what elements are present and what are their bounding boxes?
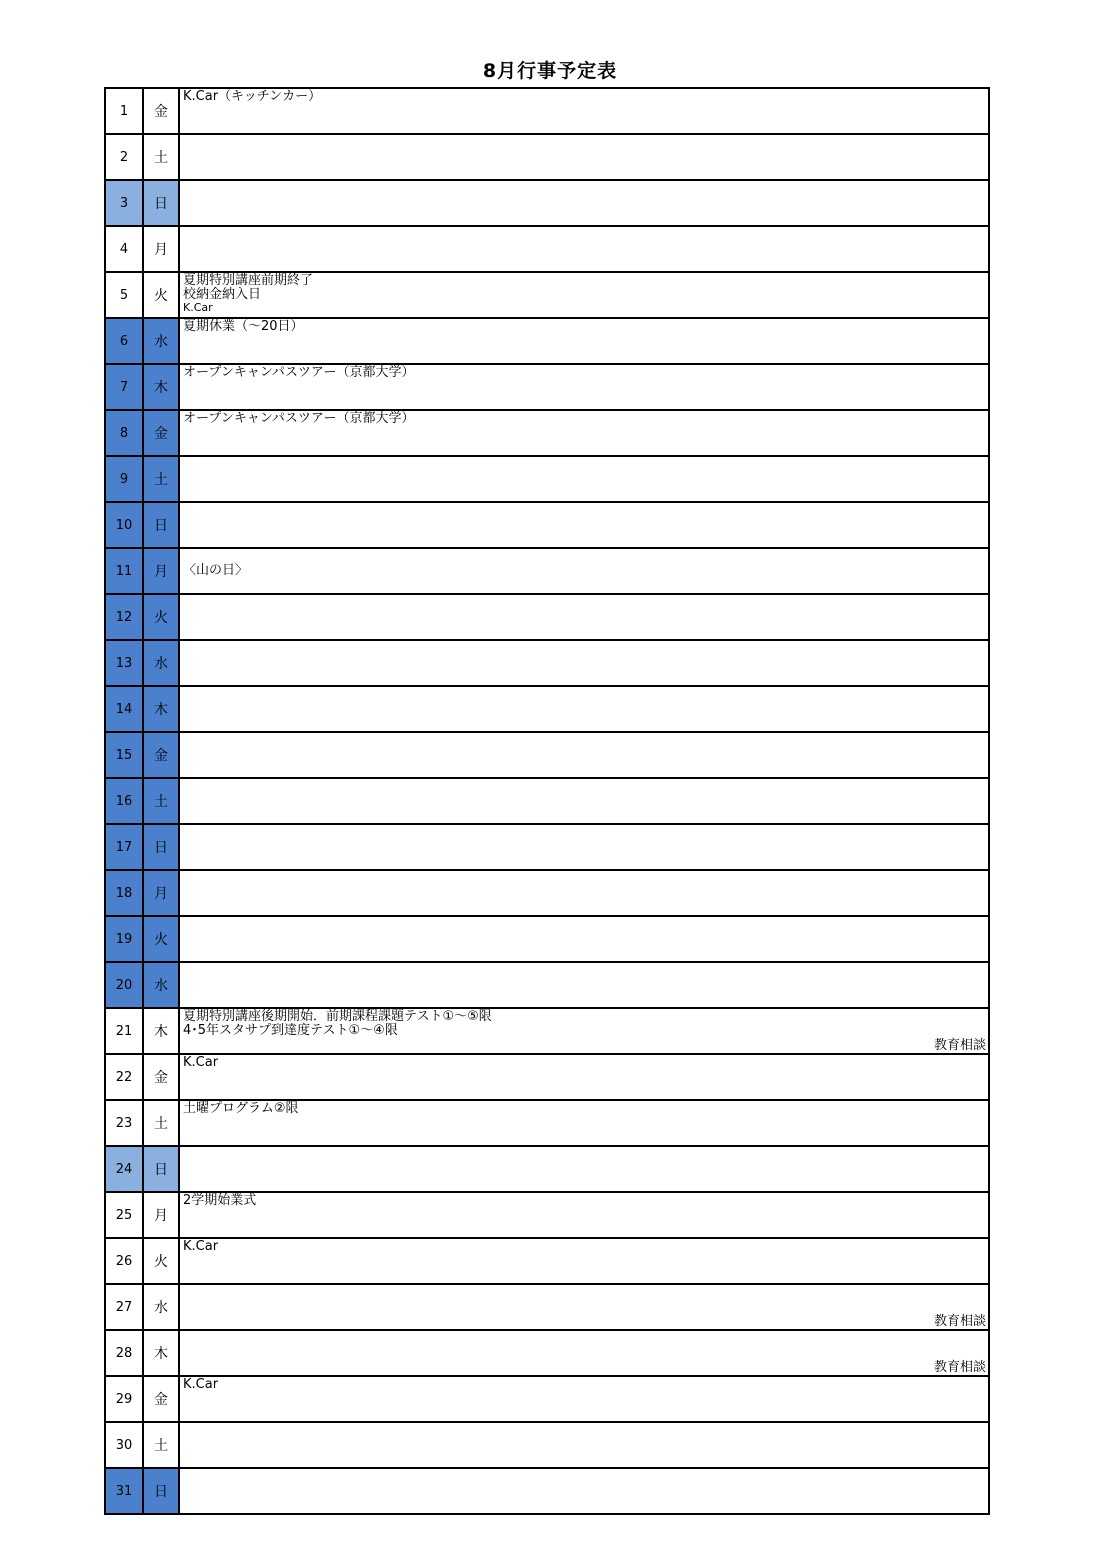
events-cell (180, 779, 988, 823)
event-text: K.Car（キッチンカー） (183, 89, 322, 104)
day-number: 30 (106, 1423, 144, 1467)
events-cell (180, 135, 988, 179)
schedule-table (104, 87, 990, 1515)
events-cell (180, 1147, 988, 1191)
day-number: 4 (106, 227, 144, 271)
event-text: 夏期休業（～20日） (183, 319, 304, 334)
weekday: 金 (144, 411, 180, 455)
day-number: 27 (106, 1285, 144, 1329)
event-text: K.Car (183, 1377, 219, 1392)
events-cell (180, 503, 988, 547)
events-cell (180, 1469, 988, 1513)
day-number: 12 (106, 595, 144, 639)
table-row (106, 917, 988, 963)
events-cell (180, 365, 988, 409)
events-cell (180, 549, 988, 593)
table-row (106, 1055, 988, 1101)
table-row (106, 1239, 988, 1285)
events-cell (180, 1331, 988, 1375)
weekday: 火 (144, 1239, 180, 1283)
table-row (106, 135, 988, 181)
day-number: 18 (106, 871, 144, 915)
events-cell (180, 1193, 988, 1237)
day-number: 6 (106, 319, 144, 363)
events-cell (180, 641, 988, 685)
table-row (106, 319, 988, 365)
table-row (106, 1331, 988, 1377)
event-text: 土曜プログラム②限 (183, 1101, 299, 1116)
table-row (106, 1469, 988, 1513)
consultation-note: 教育相談 (933, 1314, 986, 1329)
event-text: オープンキャンパスツアー（京都大学） (183, 411, 415, 426)
events-cell (180, 1055, 988, 1099)
table-row (106, 595, 988, 641)
weekday: 水 (144, 319, 180, 363)
event-text: 2学期始業式 (183, 1193, 257, 1208)
weekday: 水 (144, 1285, 180, 1329)
events-cell (180, 457, 988, 501)
day-number: 11 (106, 549, 144, 593)
page-title: 8月行事予定表 (482, 60, 618, 82)
events-cell (180, 917, 988, 961)
events-cell (180, 595, 988, 639)
consultation-note: 教育相談 (933, 1360, 986, 1375)
day-number: 21 (106, 1009, 144, 1053)
day-number: 15 (106, 733, 144, 777)
table-row (106, 733, 988, 779)
weekday: 木 (144, 1009, 180, 1053)
table-row (106, 825, 988, 871)
events-cell (180, 1239, 988, 1283)
weekday: 金 (144, 733, 180, 777)
table-row (106, 181, 988, 227)
table-row (106, 963, 988, 1009)
weekday: 日 (144, 1469, 180, 1513)
day-number: 1 (106, 89, 144, 133)
events-cell (180, 825, 988, 869)
table-row (106, 273, 988, 319)
event-text: 夏期特別講座前期終了 (183, 273, 314, 288)
events-cell (180, 871, 988, 915)
day-number: 26 (106, 1239, 144, 1283)
table-row (106, 1009, 988, 1055)
day-number: 31 (106, 1469, 144, 1513)
weekday: 日 (144, 825, 180, 869)
table-row (106, 1285, 988, 1331)
weekday: 月 (144, 227, 180, 271)
table-row (106, 871, 988, 917)
table-row (106, 1423, 988, 1469)
events-cell (180, 1101, 988, 1145)
holiday-label: 〈山の日〉 (183, 563, 249, 578)
events-cell (180, 1285, 988, 1329)
weekday: 水 (144, 641, 180, 685)
day-number: 3 (106, 181, 144, 225)
weekday: 木 (144, 365, 180, 409)
event-text: オープンキャンパスツアー（京都大学） (183, 365, 415, 380)
weekday: 火 (144, 273, 180, 317)
table-row (106, 411, 988, 457)
table-row (106, 1101, 988, 1147)
table-row (106, 89, 988, 135)
consultation-note: 教育相談 (933, 1038, 986, 1053)
weekday: 木 (144, 687, 180, 731)
events-cell (180, 89, 988, 133)
weekday: 日 (144, 503, 180, 547)
events-cell (180, 687, 988, 731)
day-number: 16 (106, 779, 144, 823)
day-number: 28 (106, 1331, 144, 1375)
weekday: 月 (144, 549, 180, 593)
weekday: 金 (144, 1055, 180, 1099)
events-cell (180, 411, 988, 455)
events-cell (180, 1009, 988, 1053)
table-row (106, 503, 988, 549)
day-number: 8 (106, 411, 144, 455)
events-cell (180, 963, 988, 1007)
day-number: 13 (106, 641, 144, 685)
weekday: 土 (144, 457, 180, 501)
events-cell (180, 227, 988, 271)
weekday: 土 (144, 779, 180, 823)
table-row (106, 687, 988, 733)
events-cell (180, 319, 988, 363)
weekday: 月 (144, 871, 180, 915)
weekday: 日 (144, 181, 180, 225)
day-number: 20 (106, 963, 144, 1007)
day-number: 5 (106, 273, 144, 317)
events-cell (180, 733, 988, 777)
weekday: 土 (144, 1423, 180, 1467)
day-number: 10 (106, 503, 144, 547)
day-number: 23 (106, 1101, 144, 1145)
weekday: 土 (144, 1101, 180, 1145)
day-number: 2 (106, 135, 144, 179)
table-row (106, 457, 988, 503)
day-number: 17 (106, 825, 144, 869)
event-text: 4･5年スタサプ到達度テスト①～④限 (183, 1023, 398, 1038)
weekday: 水 (144, 963, 180, 1007)
events-cell (180, 1377, 988, 1421)
day-number: 9 (106, 457, 144, 501)
weekday: 金 (144, 1377, 180, 1421)
table-row (106, 1193, 988, 1239)
day-number: 29 (106, 1377, 144, 1421)
table-row (106, 1377, 988, 1423)
table-row (106, 779, 988, 825)
weekday: 日 (144, 1147, 180, 1191)
event-text: K.Car (183, 1055, 219, 1070)
day-number: 22 (106, 1055, 144, 1099)
table-row (106, 1147, 988, 1193)
events-cell (180, 181, 988, 225)
day-number: 7 (106, 365, 144, 409)
weekday: 火 (144, 595, 180, 639)
weekday: 火 (144, 917, 180, 961)
event-text: K.Car (183, 1239, 219, 1254)
weekday: 金 (144, 89, 180, 133)
day-number: 25 (106, 1193, 144, 1237)
day-number: 19 (106, 917, 144, 961)
event-text: 校納金納入日 (183, 287, 262, 302)
weekday: 月 (144, 1193, 180, 1237)
table-row (106, 365, 988, 411)
day-number: 24 (106, 1147, 144, 1191)
events-cell (180, 1423, 988, 1467)
day-number: 14 (106, 687, 144, 731)
weekday: 木 (144, 1331, 180, 1375)
events-cell (180, 273, 988, 317)
table-row (106, 227, 988, 273)
event-text: 夏期特別講座後期開始．前期課程課題テスト①～⑤限 (183, 1009, 492, 1024)
weekday: 土 (144, 135, 180, 179)
table-row (106, 641, 988, 687)
table-row (106, 549, 988, 595)
event-text: K.Car (183, 301, 213, 314)
